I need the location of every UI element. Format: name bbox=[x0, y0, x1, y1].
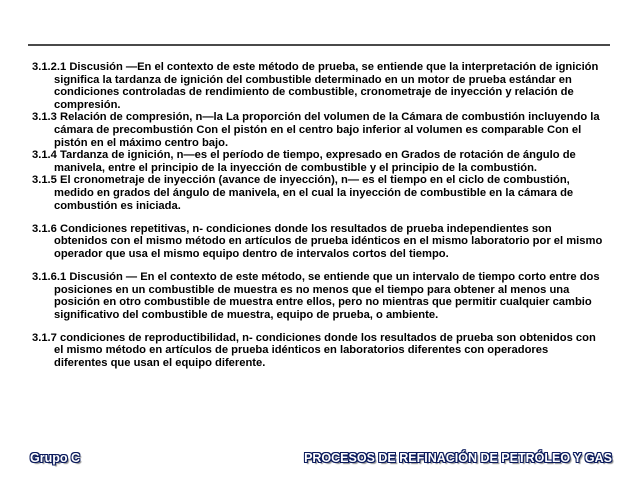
paragraph-3-1-5: 3.1.5 El cronometraje de inyección (avance de inyección), n— es el tiempo en el ciclo de combustión, medido en grados del ángulo de manivela, en el cual la inyección de combustible en la cámara de combustión es iniciada. bbox=[32, 174, 574, 212]
paragraph-3-1-4: 3.1.4 Tardanza de ignición, n—es el período de tiempo, expresado en Grados de rotación de ángulo de manivela, entre el principio de la inyección de combustible y el principio de la combustión. bbox=[32, 149, 576, 174]
definitions-text bbox=[32, 61, 604, 370]
paragraph-3-1-7: 3.1.7 condiciones de reproductibilidad, n- condiciones donde los resultados de prueba son obtenidos con el mismo método en artículos de prueba idénticos en laboratorios diferentes con operadores diferentes que usan el equipo diferente. bbox=[32, 331, 596, 369]
header-divider bbox=[28, 44, 610, 46]
paragraph-3-1-6-1: 3.1.6.1 Discusión — En el contexto de este método, se entiende que un intervalo de tiempo corto entre dos posiciones en un combustible de muestra es no menos que el tiempo para obtener al menos una posición en otro combustible de muestra entre ellos, pero no mientras que permitir cualquier cambio significativo del combustible de muestra, equipo de prueba, o ambiente. bbox=[32, 270, 600, 321]
footer-group-label: Grupo C bbox=[30, 451, 80, 465]
paragraph-3-1-3: 3.1.3 Relación de compresión, n—la La proporción del volumen de la Cámara de combustión incluyendo la cámara de precombustión Con el pistón en el centro bajo inferior al volumen es comparable Con el pistón en el máximo centro bajo. bbox=[32, 111, 600, 149]
paragraph-3-1-2-1: 3.1.2.1 Discusión —En el contexto de este método de prueba, se entiende que la interpretación de ignición significa la tardanza de ignición del combustible determinado en un motor de prueba estándar en condiciones controladas de rendimiento de combustible, cronometraje de inyección y relación de compresión. bbox=[32, 61, 599, 111]
footer-course-title: PROCESOS DE REFINACIÓN DE PETRÓLEO Y GAS bbox=[304, 451, 612, 465]
paragraph-3-1-6: 3.1.6 Condiciones repetitivas, n- condiciones donde los resultados de prueba independientes son obtenidos con el mismo método en artículos de prueba idénticos en el mismo laboratorio por el mismo operador que usa el mismo equipo dentro de intervalos cortos del tiempo. bbox=[32, 222, 603, 260]
